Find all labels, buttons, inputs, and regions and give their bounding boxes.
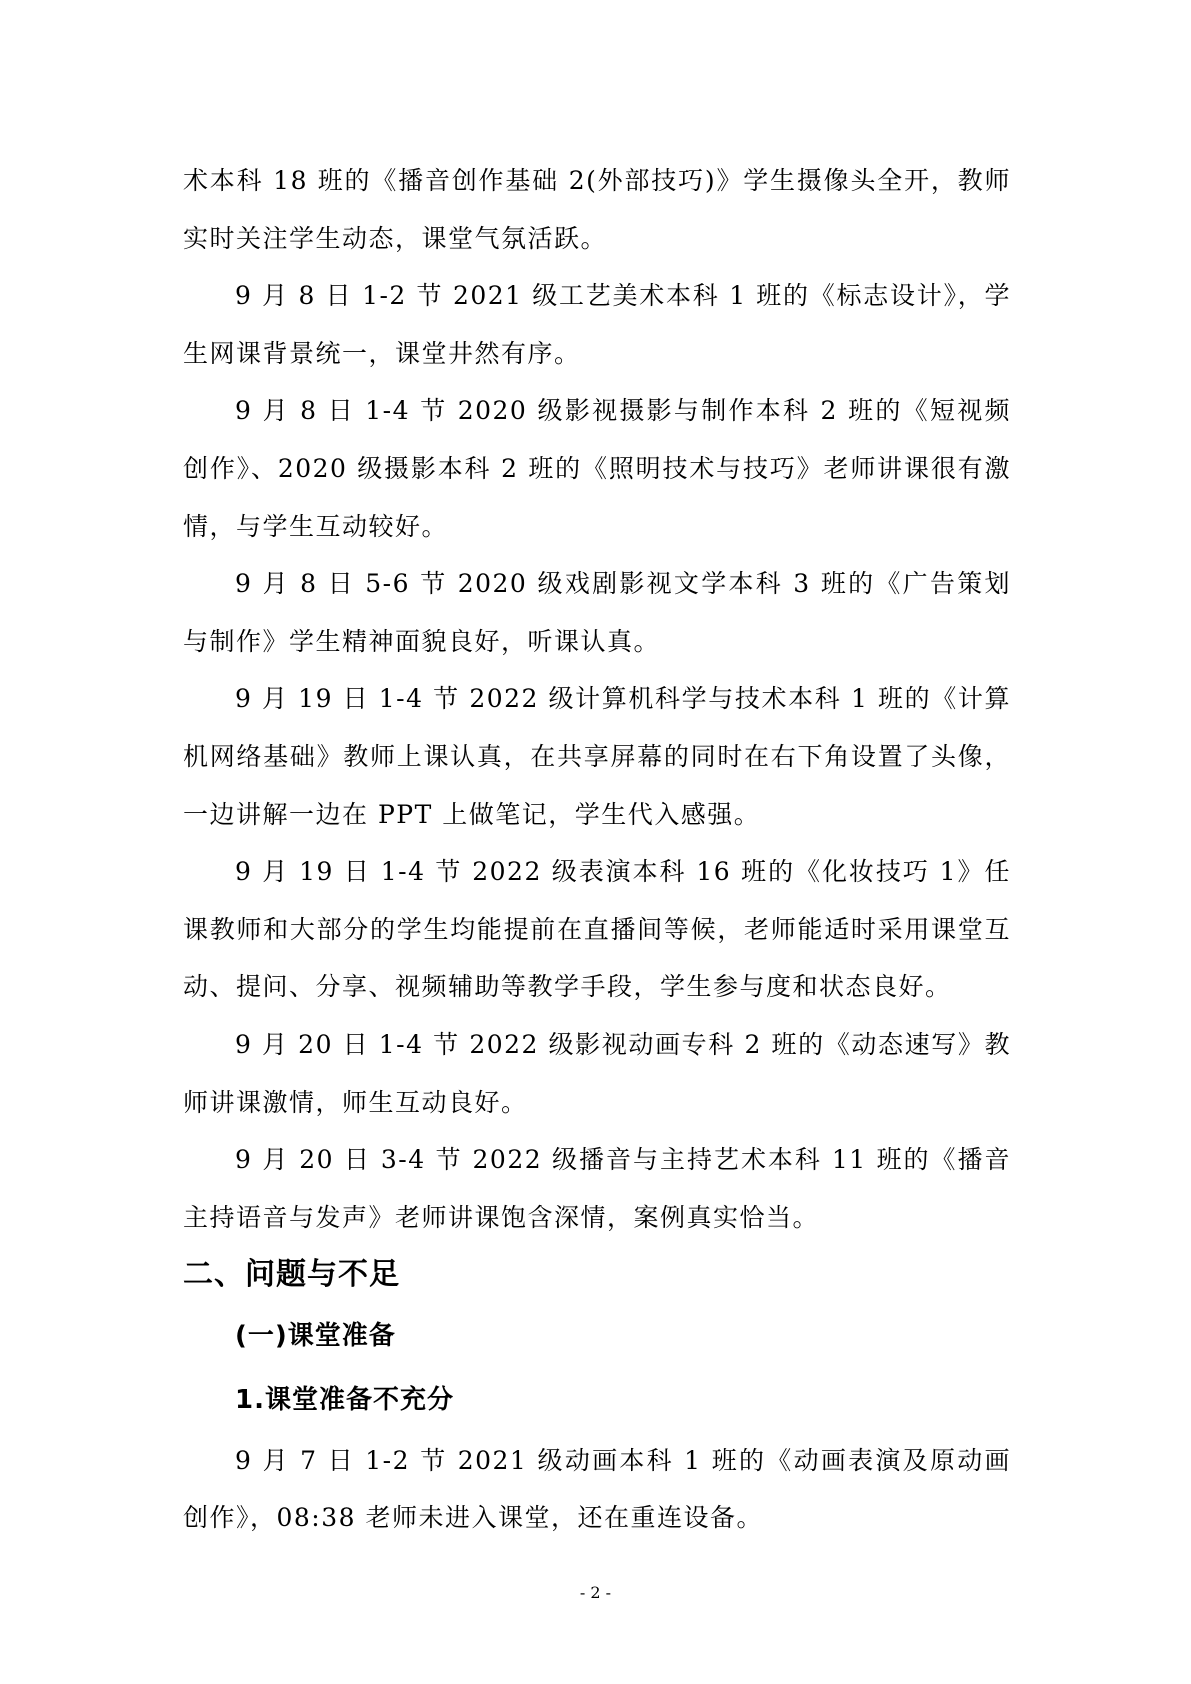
subsection-heading: (一)课堂准备 <box>235 1320 396 1351</box>
paragraph: 9 月 7 日 1-2 节 2021 级动画本科 1 班的《动画表演及原动画创作》，08:38 老师未进入课堂，还在重连设备。 <box>183 1445 1011 1533</box>
page-number: - 2 - <box>579 1583 612 1602</box>
paragraph: 9 月 19 日 1-4 节 2022 级计算机科学与技术本科 1 班的《计算机网络基础》教师上课认真，在共享屏幕的同时在右下角设置了头像，一边讲解一边在 PPT 上做笔记，学生代入感强。 <box>183 684 1011 829</box>
paragraph: 9 月 20 日 3-4 节 2022 级播音与主持艺术本科 11 班的《播音主持语音与发声》老师讲课饱含深情，案例真实恰当。 <box>183 1145 1011 1232</box>
paragraph: 9 月 20 日 1-4 节 2022 级影视动画专科 2 班的《动态速写》教师讲课激情，师生互动良好。 <box>183 1029 1011 1117</box>
paragraph: 9 月 19 日 1-4 节 2022 级表演本科 16 班的《化妆技巧 1》任课教师和大部分的学生均能提前在直播间等候，老师能适时采用课堂互动、提问、分享、视频辅助等教学手段，学生参与度和状态良好。 <box>183 857 1011 1002</box>
document-body <box>183 152 1011 1547</box>
item-heading: 1.课堂准备不充分 <box>235 1384 454 1415</box>
paragraph: 9 月 8 日 5-6 节 2020 级戏剧影视文学本科 3 班的《广告策划与制作》学生精神面貌良好，听课认真。 <box>183 569 1011 656</box>
paragraph: 9 月 8 日 1-4 节 2020 级影视摄影与制作本科 2 班的《短视频创作》、2020 级摄影本科 2 班的《照明技术与技巧》老师讲课很有激情，与学生互动较好。 <box>183 396 1011 541</box>
paragraph-continued: 术本科 18 班的《播音创作基础 2(外部技巧)》学生摄像头全开，教师实时关注学生动态，课堂气氛活跃。 <box>183 166 1011 253</box>
paragraph: 9 月 8 日 1-2 节 2021 级工艺美术本科 1 班的《标志设计》，学生网课背景统一，课堂井然有序。 <box>183 281 1011 368</box>
section-heading: 二、问题与不足 <box>183 1257 400 1293</box>
